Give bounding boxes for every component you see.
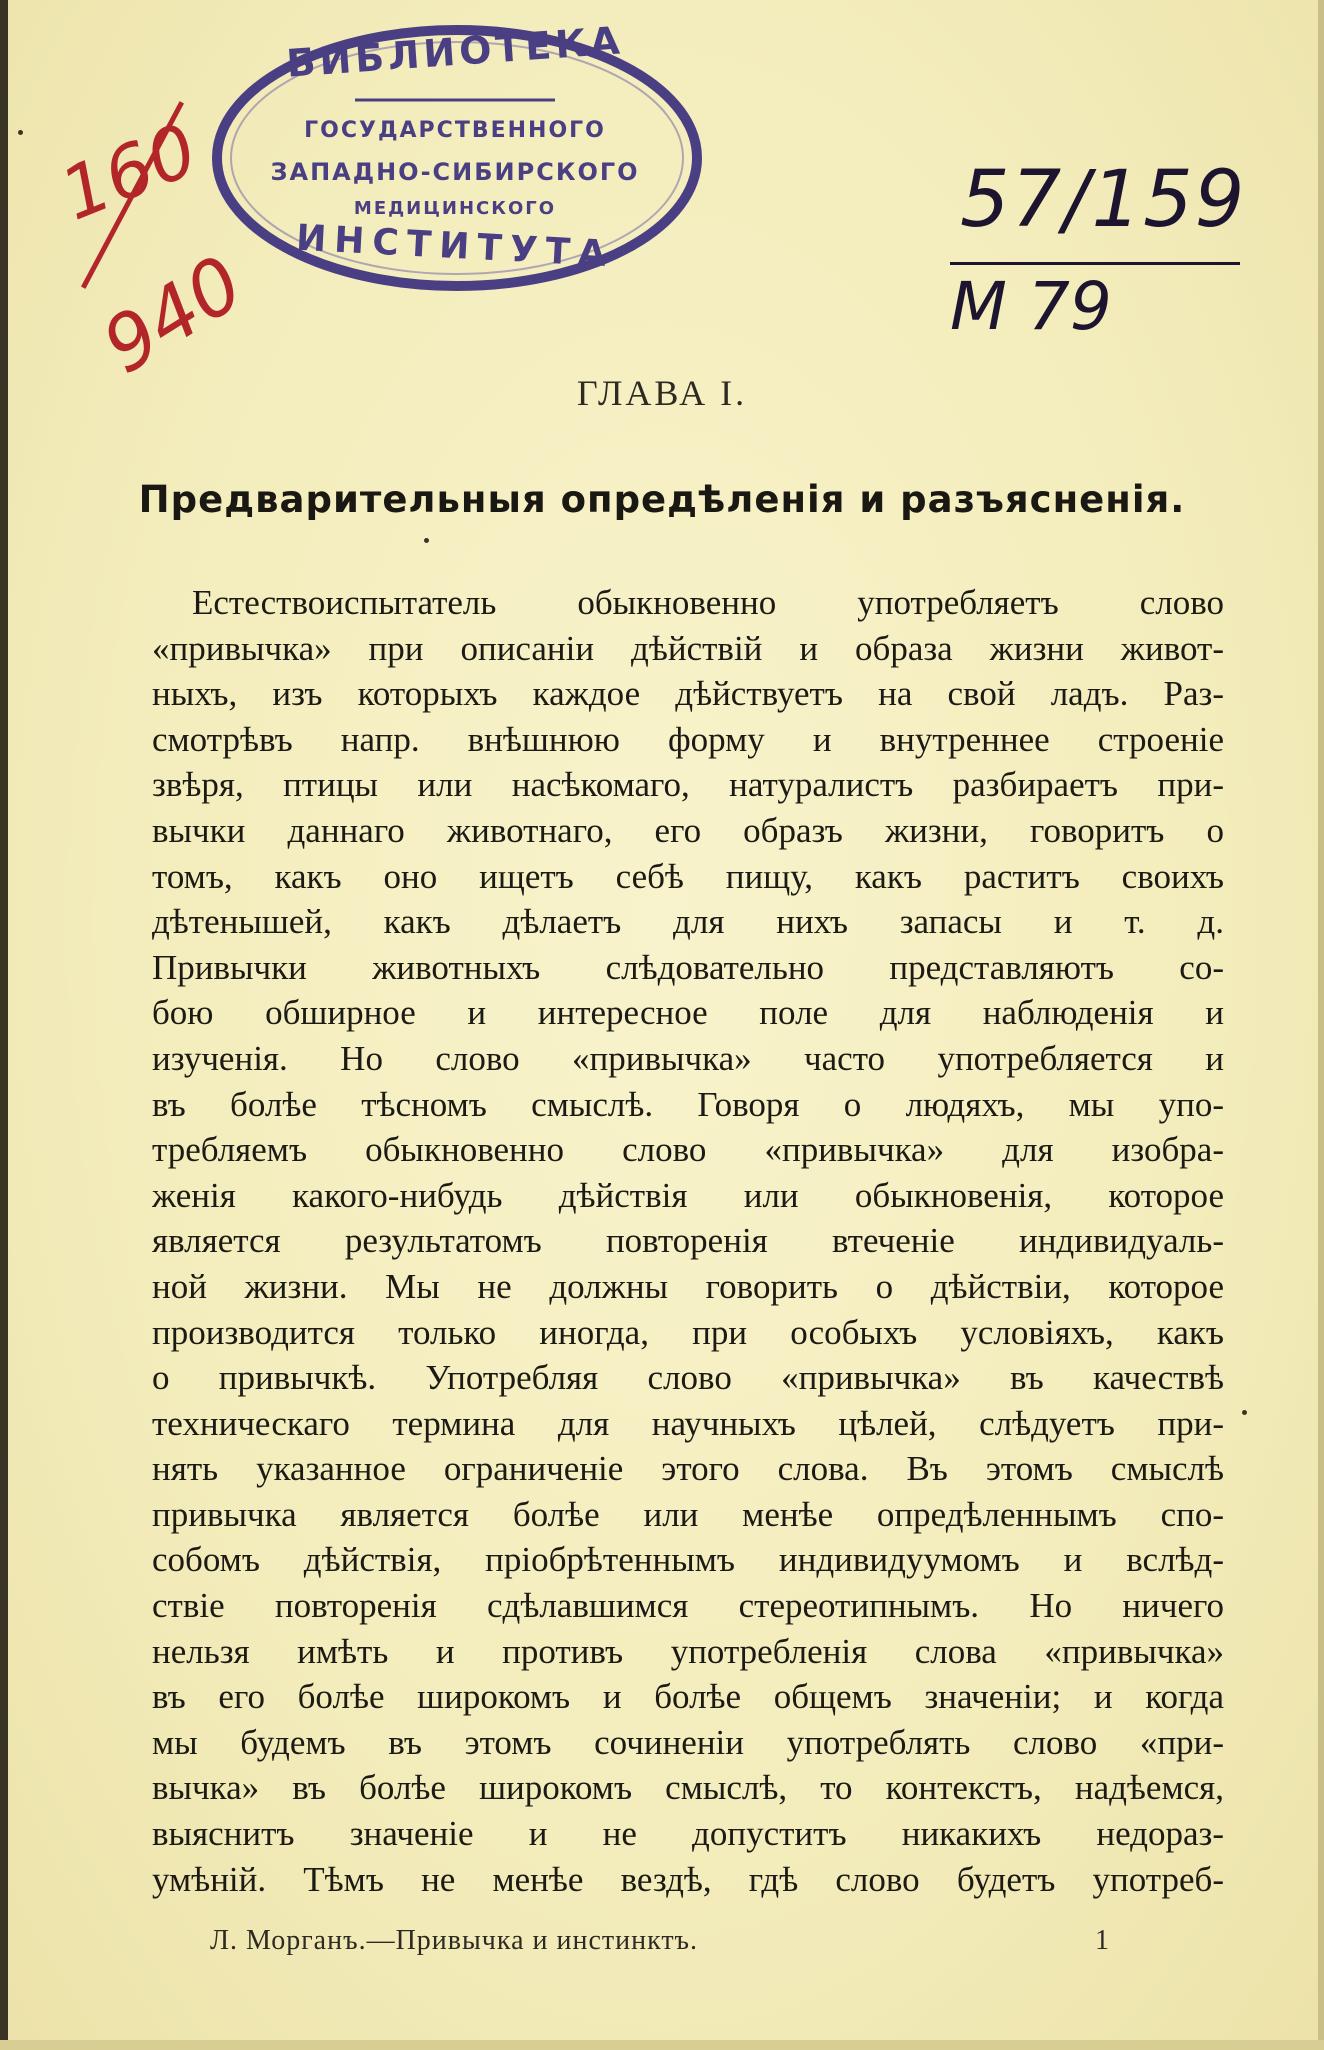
text-line: ныхъ, изъ которыхъ каждое дѣйствуетъ на свой ладъ. Раз-: [152, 674, 1224, 714]
text-line: женія какого-нибудь дѣйствія или обыкновенія, которое: [152, 1175, 1224, 1215]
text-line: бою обширное и интересное поле для наблюденія и: [152, 993, 1224, 1033]
library-stamp: [195, 8, 715, 308]
section-heading: Предварительныя опредѣленія и разъясненія.: [138, 478, 1186, 521]
page-left-edge: [0, 0, 8, 2050]
text-line: смотрѣвъ напр. внѣшнюю форму и внутреннее строеніе: [152, 719, 1224, 759]
text-line: ствіе повторенія сдѣлавшимся стереотипнымъ. Но ничего: [152, 1586, 1224, 1626]
text-line: требляемъ обыкновенно слово «привычка» для изобра-: [152, 1130, 1224, 1170]
text-line: въ его болѣе широкомъ и болѣе общемъ значеніи; и когда: [152, 1677, 1224, 1717]
handwritten-number-bottom: 940: [87, 238, 258, 391]
stamp-line-2: ГОСУДАРСТВЕННОГО: [304, 118, 606, 143]
text-line: собомъ дѣйствія, пріобрѣтеннымъ индивидуумомъ и вслѣд-: [152, 1540, 1224, 1580]
text-line: нять указанное ограниченіе этого слова. Въ этомъ смыслѣ: [152, 1449, 1224, 1489]
stamp-line-5: ИНСТИТУТА: [295, 217, 615, 276]
stamp-line-4: МЕДИЦИНСКОГО: [353, 198, 557, 219]
stamp-line-3: ЗАПАДНО-СИБИРСКОГО: [270, 158, 640, 186]
text-line: Естествоиспытатель обыкновенно употребляетъ слово: [192, 583, 1224, 622]
text-line: въ болѣе тѣсномъ смыслѣ. Говоря о людяхъ, мы упо-: [152, 1084, 1224, 1124]
text-line: выяснитъ значеніе и не допуститъ никакихъ недораз-: [152, 1814, 1224, 1854]
chapter-title: ГЛАВА I.: [576, 373, 748, 413]
text-line: техническаго термина для научныхъ цѣлей, слѣдуетъ при-: [152, 1403, 1224, 1443]
text-line: является результатомъ повторенія втеченіе индивидуаль-: [152, 1221, 1224, 1261]
text-line: ной жизни. Мы не должны говорить о дѣйствіи, которое: [152, 1266, 1224, 1306]
text-line: привычка является болѣе или менѣе опредѣленнымъ спо-: [152, 1494, 1224, 1534]
text-line: нельзя имѣть и противъ употребленія слова «привычка»: [152, 1631, 1224, 1671]
text-line: производится только иногда, при особыхъ условіяхъ, какъ: [152, 1312, 1224, 1352]
stamp-line-1: БИБЛИОТЕКА: [285, 18, 625, 86]
text-line: изученія. Но слово «привычка» часто употребляется и: [152, 1038, 1224, 1078]
text-line: томъ, какъ оно ищетъ себѣ пищу, какъ раститъ своихъ: [152, 856, 1224, 896]
running-footer: Л. Морганъ.—Привычка и инстинктъ.: [210, 1925, 699, 1956]
text-line: вычка» въ болѣе широкомъ смыслѣ, то контекстъ, надѣемся,: [152, 1768, 1224, 1808]
handwritten-number-top: 160: [49, 107, 209, 237]
shelf-mark-sub: М 79: [950, 268, 1112, 345]
paper-speck: [1242, 1410, 1247, 1415]
paper-speck: [18, 130, 23, 135]
paper-speck: [424, 538, 429, 543]
page-number: 1: [1095, 1925, 1109, 1956]
text-line: «привычка» при описаніи дѣйствій и образа жизни живот-: [152, 628, 1224, 668]
page-right-edge: [1318, 0, 1324, 2050]
text-line: Привычки животныхъ слѣдовательно представляютъ со-: [152, 947, 1224, 987]
text-line: о привычкѣ. Употребляя слово «привычка» въ качествѣ: [152, 1358, 1224, 1398]
body-text: [152, 580, 1224, 1902]
text-line: звѣря, птицы или насѣкомаго, натуралистъ разбираетъ при-: [152, 765, 1224, 805]
page-bottom-edge: [0, 2040, 1324, 2050]
shelf-mark-underline: [950, 262, 1240, 265]
text-line: мы будемъ въ этомъ сочиненіи употреблять слово «при-: [152, 1722, 1224, 1762]
text-line: вычки даннаго животнаго, его образъ жизни, говоритъ о: [152, 810, 1224, 850]
shelf-mark: 57/159: [960, 155, 1247, 245]
text-line: умѣній. Тѣмъ не менѣе вездѣ, гдѣ слово будетъ употреб-: [152, 1859, 1224, 1899]
text-line: дѣтенышей, какъ дѣлаетъ для нихъ запасы и т. д.: [152, 902, 1224, 942]
